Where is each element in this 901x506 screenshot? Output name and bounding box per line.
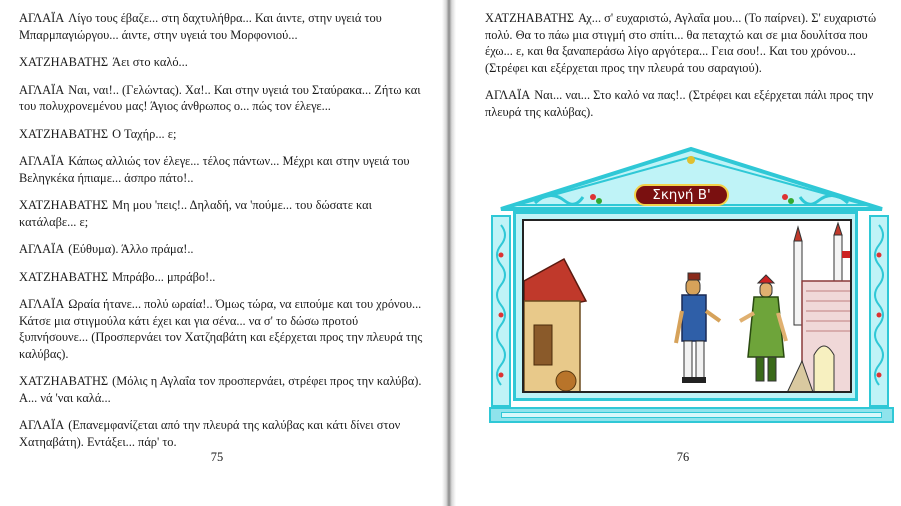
scene-title-badge: Σκηνή Β' (634, 184, 729, 206)
speaker-name: ΧΑΤΖΗΑΒΑΤΗΣ (19, 55, 109, 69)
dialogue-line (19, 373, 424, 406)
line-text: Κάπως αλλιώς τον έλεγε... τέλος πάντων... Μέχρι και στην υγειά του Βεληγκέκα ήπιαμε... άσπρο πάτο!.. (19, 154, 410, 185)
hatziavatis-puppet (676, 273, 720, 383)
dialogue-line (19, 82, 424, 115)
scene-artwork (524, 221, 852, 393)
dialogue-line (19, 269, 424, 286)
theatre-base-trim (501, 412, 882, 418)
line-text: Μη μου 'πεις!.. Δηλαδή, να 'πούμε... του δώσατε και κατάλαβε... ε; (19, 198, 373, 229)
line-text: Άει στο καλό... (112, 55, 188, 69)
line-text: (Μόλις η Αγλαΐα τον προσπερνάει, στρέφει προς την καλύβα). Α... νά 'ναι καλά... (19, 374, 422, 405)
speaker-name: ΧΑΤΖΗΑΒΑΤΗΣ (19, 198, 109, 212)
speaker-name: ΑΓΛΑΪΑ (485, 88, 531, 102)
speaker-name: ΧΑΤΖΗΑΒΑΤΗΣ (19, 374, 109, 388)
right-page (456, 0, 901, 506)
dialogue-line (485, 10, 890, 76)
dialogue-line (19, 197, 424, 230)
theatre-base (489, 407, 894, 423)
dialogue-line (19, 296, 424, 362)
theatre-frame (513, 211, 858, 401)
speaker-name: ΑΓΛΑΪΑ (19, 418, 65, 432)
line-text: Ναι, ναι!.. (Γελώντας). Χα!.. Και στην υγειά του Σταύρακα... Ζήτω και του πολυχρονεμένου μας! Άγιος άνθρωπος ο... πώς τον έλεγε... (19, 82, 421, 113)
speaker-name: ΑΓΛΑΪΑ (19, 11, 65, 25)
right-page-text (485, 10, 890, 131)
theatre-right-column (869, 215, 889, 407)
page-number: 75 (210, 450, 224, 464)
dialogue-line (19, 417, 424, 450)
left-page-text (19, 10, 424, 461)
line-text: Ο Ταχήρ... ε; (112, 126, 177, 141)
line-text: Αχ... σ' ευχαριστώ, Αγλαΐα μου... (Το παίρνει). Σ' ευχαριστώ πολύ. Θα το πάω μια στιγμή στο σπίτι... θα πεταχτώ και σε μια δουλίτσα που έχω... ε, και θα ξαναπεράσω λίγο αργότερα... Γεια σου!.. Και του χρόνου... (Στρέφει και εξέρχεται προς την πλευρά του σαραγιού). (485, 11, 877, 75)
dialogue-line (19, 153, 424, 186)
speaker-name: ΧΑΤΖΗΑΒΑΤΗΣ (19, 269, 109, 284)
line-text: Ωραία ήτανε... πολύ ωραία!.. Όμως τώρα, να ειπούμε και του χρόνου... Κάτσε μια στιγμούλα κάτι έχει και για σένα... να σ' το δώσω προτού ξυπνήσουνε... (Προσπερνάει τον Χατζηαβάτη και εξέρχεται προς την πλευρά της καλύβας). (19, 297, 423, 361)
line-text: Ναι... ναι... Στο καλό να πας!.. (Στρέφει και εξέρχεται πάλι προς την πλευρά της καλύβας). (485, 88, 874, 119)
puppet-theatre-illustration (489, 145, 894, 427)
hut-drawing (524, 259, 586, 393)
speaker-name: ΑΓΛΑΪΑ (19, 82, 65, 97)
line-text: Λίγο τους έβαζε... στη δαχτυλήθρα... Και άιντε, στην υγειά του Μπαρμπαγιώργου... άιντε, στην υγειά του Μορφονιού... (19, 11, 382, 42)
dialogue-line (485, 87, 890, 120)
dialogue-line (19, 10, 424, 43)
line-text: Μπράβο... μπράβο!.. (112, 269, 216, 284)
speaker-name: ΧΑΤΖΗΑΒΑΤΗΣ (19, 126, 109, 141)
line-text: (Επανεμφανίζεται από την πλευρά της καλύβας και κάτι δίνει στον Χατηαβάτη). Εντάξει... πάρ' το. (19, 418, 401, 449)
page-number: 76 (676, 450, 690, 464)
theatre-left-column (491, 215, 511, 407)
dialogue-line (19, 126, 424, 143)
dialogue-line (19, 54, 424, 71)
speaker-name: ΑΓΛΑΪΑ (19, 154, 65, 168)
line-text: (Εύθυμα). Άλλο πράμα!.. (68, 242, 194, 256)
book-gutter (442, 0, 456, 506)
dialogue-line (19, 241, 424, 258)
aglaia-puppet (740, 275, 786, 381)
speaker-name: ΑΓΛΑΪΑ (19, 297, 65, 311)
seraglio-drawing (786, 223, 852, 393)
left-page (0, 0, 442, 506)
speaker-name: ΧΑΤΖΗΑΒΑΤΗΣ (485, 11, 575, 25)
speaker-name: ΑΓΛΑΪΑ (19, 242, 65, 256)
shadow-play-scene (522, 219, 852, 393)
